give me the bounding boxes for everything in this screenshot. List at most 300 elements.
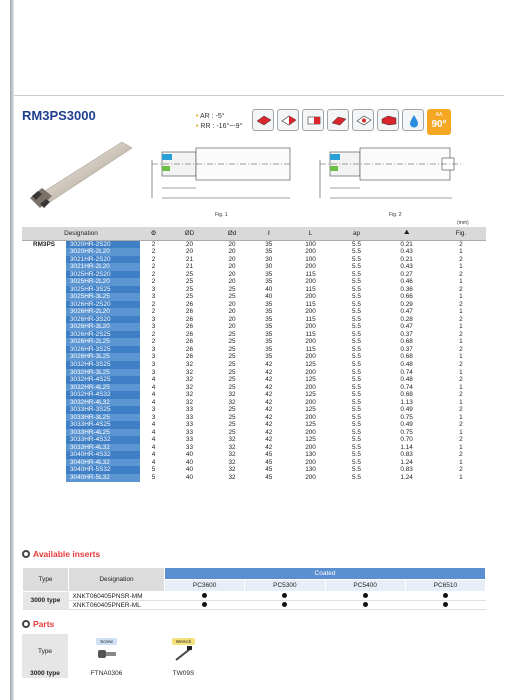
designation-cell: 3033HR-3L25 — [66, 414, 140, 422]
table-cell: 0.83 — [400, 466, 413, 474]
table-cell: 5.5 — [352, 391, 361, 399]
table-cell: 1 — [459, 413, 463, 421]
table-cell: 45 — [265, 458, 273, 466]
table-cell: 5 — [151, 466, 156, 474]
table-cell: 25 — [228, 368, 236, 376]
table-cell: 42 — [265, 391, 273, 399]
table-cell: 25 — [185, 270, 194, 278]
table-cell: 5.5 — [352, 413, 361, 421]
designation-cell: 3040HR-4L32 — [66, 459, 140, 467]
screw-code: FTNA0306 — [90, 669, 123, 677]
table-row — [22, 361, 486, 369]
heat-resistant-icon — [352, 109, 374, 131]
table-row — [22, 353, 486, 361]
badge-angle: 90° — [431, 119, 447, 130]
table-cell: 0.75 — [400, 413, 413, 421]
table-cell: 40 — [185, 473, 194, 481]
table-row — [22, 248, 486, 256]
table-row — [22, 293, 486, 301]
table-row — [22, 286, 486, 294]
table-cell: 5.5 — [352, 466, 361, 474]
table-cell: 100 — [305, 240, 316, 248]
table-cell: 115 — [305, 285, 316, 293]
table-cell: 20 — [228, 248, 236, 256]
table-cell: 20 — [228, 240, 236, 248]
col-od: ØD — [167, 227, 212, 240]
application-icons — [252, 109, 451, 135]
designation-cell: 3033HR-4L25 — [66, 429, 140, 437]
gear-icon: ⚙ — [150, 230, 157, 238]
table-cell: 32 — [228, 458, 236, 466]
table-cell: 25 — [228, 413, 236, 421]
table-row — [22, 278, 486, 286]
table-cell: 5.5 — [352, 270, 361, 278]
availability-cell — [165, 592, 245, 601]
table-cell: 5.5 — [352, 308, 361, 316]
availability-cell — [245, 601, 325, 610]
table-cell: 32 — [228, 466, 236, 474]
table-cell: 200 — [305, 278, 316, 286]
table-cell: 26 — [185, 353, 194, 361]
table-cell: 1 — [459, 278, 463, 286]
table-cell: 20 — [228, 323, 236, 331]
table-cell: 125 — [305, 421, 316, 429]
table-cell: 200 — [305, 338, 316, 346]
table-cell: 35 — [265, 345, 273, 353]
spec-table — [22, 227, 486, 482]
table-cell: 2 — [151, 263, 156, 271]
table-cell: 2 — [151, 255, 156, 263]
designation-cell: 3040HR-5S32 — [66, 466, 140, 474]
table-row — [22, 301, 486, 309]
available-dot-icon — [363, 593, 368, 598]
table-cell: 26 — [185, 315, 194, 323]
table-cell: 200 — [305, 248, 316, 256]
available-dot-icon — [363, 602, 368, 607]
table-cell: 125 — [305, 406, 316, 414]
insert-designation: XNKT060405PNER-ML — [69, 601, 165, 610]
table-cell: 21 — [185, 263, 194, 271]
table-cell: 115 — [305, 330, 316, 338]
table-cell: 0.68 — [400, 391, 413, 399]
table-cell: 5.5 — [352, 473, 361, 481]
designation-cell: 3033HR-4S25 — [66, 421, 140, 429]
table-cell: 115 — [305, 300, 316, 308]
table-row — [22, 263, 486, 271]
available-dot-icon — [202, 602, 207, 607]
table-cell: 42 — [265, 406, 273, 414]
table-cell: 4 — [151, 436, 156, 444]
grade-header: PC3600 — [165, 580, 245, 592]
table-cell: 20 — [228, 308, 236, 316]
table-row — [22, 331, 486, 339]
designation-cell: 3026HR-3S20 — [66, 316, 140, 324]
table-cell: 0.68 — [400, 338, 413, 346]
parts-type-value: 3000 type — [22, 668, 68, 678]
designation-cell: 3032HR-3S25 — [66, 361, 140, 369]
available-dot-icon — [282, 602, 287, 607]
table-cell: 0.49 — [400, 421, 413, 429]
table-cell: 2 — [151, 240, 156, 248]
table-cell: 200 — [305, 413, 316, 421]
weight-icon: ⛰ — [403, 229, 410, 237]
table-cell: 42 — [265, 361, 273, 368]
table-cell: 5.5 — [352, 285, 361, 293]
coolant-icon — [402, 109, 424, 131]
page-title: RM3PS3000 — [22, 108, 96, 123]
availability-cell — [405, 592, 485, 601]
table-cell: 32 — [185, 376, 194, 384]
wrench-code: TW09S — [172, 669, 195, 677]
ins-col-coated: Coated — [165, 568, 486, 580]
parts-table — [22, 634, 222, 678]
table-cell: 33 — [185, 443, 194, 451]
table-cell: 5.5 — [352, 240, 361, 248]
table-cell: 35 — [265, 353, 273, 361]
table-cell: 2 — [459, 466, 463, 474]
table-row — [22, 391, 486, 399]
availability-cell — [325, 601, 405, 610]
table-cell: 0.70 — [400, 436, 413, 444]
designation-cell: 3025HR-3S25 — [66, 286, 140, 294]
table-cell: 2 — [151, 270, 156, 278]
table-cell: 200 — [305, 428, 316, 436]
table-row — [22, 474, 486, 482]
designation-cell: 3025HR-3L25 — [66, 293, 140, 301]
table-cell: 40 — [185, 466, 194, 474]
table-cell: 5.5 — [352, 451, 361, 459]
table-cell: 3 — [151, 315, 156, 323]
designation-cell: 3020HR-2L20 — [66, 248, 140, 256]
table-cell: 1.24 — [400, 458, 413, 466]
table-cell: 2 — [459, 345, 463, 353]
designation-cell: 3021HR-2L20 — [66, 263, 140, 271]
table-cell: 40 — [265, 285, 273, 293]
fig2-drawing — [320, 148, 462, 198]
table-cell: 33 — [185, 421, 194, 429]
table-cell: 40 — [265, 293, 273, 301]
table-cell: 35 — [265, 240, 273, 248]
table-cell: 20 — [228, 300, 236, 308]
table-cell: 5.5 — [352, 248, 361, 256]
table-cell: 45 — [265, 466, 273, 474]
col-l: L — [285, 227, 335, 240]
table-cell: 5.5 — [352, 406, 361, 414]
table-cell: 0.21 — [400, 240, 413, 248]
ins-col-designation: Designation — [69, 568, 165, 592]
designation-cell: 3040HR-5L32 — [66, 474, 140, 482]
table-cell: 200 — [305, 353, 316, 361]
designation-cell: 3021HR-2S20 — [66, 256, 140, 264]
table-cell: 200 — [305, 323, 316, 331]
steel-icon — [252, 109, 274, 131]
table-cell: 25 — [228, 285, 236, 293]
table-cell: 1 — [459, 248, 463, 256]
table-cell: 3 — [151, 368, 156, 376]
badge-top: AA — [435, 112, 443, 118]
table-cell: 35 — [265, 323, 273, 331]
table-cell: 26 — [185, 308, 194, 316]
designation-cell: 3026HR-3L25 — [66, 353, 140, 361]
tool-drawings — [22, 138, 486, 220]
table-cell: 2 — [151, 338, 156, 346]
table-cell: 0.83 — [400, 451, 413, 459]
table-row — [22, 384, 486, 392]
availability-cell — [405, 601, 485, 610]
table-cell: 1.24 — [400, 473, 413, 481]
table-cell: 4 — [151, 443, 156, 451]
table-cell: 26 — [185, 330, 194, 338]
screw-icon — [95, 645, 119, 663]
parts-type-label: Type — [22, 634, 68, 668]
table-cell: 42 — [265, 413, 273, 421]
table-cell: 32 — [185, 368, 194, 376]
table-cell: 35 — [265, 308, 273, 316]
inserts-table — [22, 567, 486, 610]
table-cell: 125 — [305, 391, 316, 399]
table-cell: 1.14 — [400, 443, 413, 451]
rake-angles: • AR : -5° • RR : -16°~-9° — [196, 113, 243, 130]
table-cell: 0.48 — [400, 361, 413, 368]
table-row — [22, 406, 486, 414]
table-cell: 0.43 — [400, 248, 413, 256]
table-cell: 2 — [151, 300, 156, 308]
table-cell: 3 — [151, 361, 156, 368]
table-cell: 2 — [459, 451, 463, 459]
table-row — [22, 444, 486, 452]
table-cell: 4 — [151, 376, 156, 384]
table-cell: 2 — [151, 248, 156, 256]
designation-cell: 3032HR-3L25 — [66, 369, 140, 377]
table-cell: 32 — [185, 383, 194, 391]
table-cell: 1 — [459, 458, 463, 466]
axial-rake: AR : -5° — [200, 113, 225, 120]
designation-cell: 3025HR-2S20 — [66, 271, 140, 279]
table-cell: 32 — [185, 391, 194, 399]
table-row — [22, 376, 486, 384]
table-cell: 125 — [305, 376, 316, 384]
table-cell: 2 — [459, 406, 463, 414]
table-row — [22, 308, 486, 316]
table-cell: 2 — [459, 270, 463, 278]
designation-cell: 3026HR-2L20 — [66, 308, 140, 316]
table-cell: 5.5 — [352, 300, 361, 308]
table-cell: 1 — [459, 398, 463, 406]
insert-type: 3000 type — [23, 592, 69, 610]
designation-cell: 3026HR-2L25 — [66, 338, 140, 346]
table-cell: 2 — [459, 436, 463, 444]
table-cell: 125 — [305, 436, 316, 444]
table-cell: 25 — [228, 428, 236, 436]
table-cell: 33 — [185, 428, 194, 436]
table-cell: 20 — [228, 278, 236, 286]
fig2-caption: Fig. 2 — [389, 212, 402, 218]
table-cell: 32 — [228, 473, 236, 481]
nonferrous-icon — [327, 109, 349, 131]
table-cell: 26 — [185, 300, 194, 308]
available-dot-icon — [443, 602, 448, 607]
section-bullet-icon — [22, 550, 30, 558]
table-cell: 200 — [305, 383, 316, 391]
table-cell: 33 — [185, 436, 194, 444]
table-row — [22, 466, 486, 474]
series-label: RM3PS — [22, 240, 66, 482]
table-cell: 25 — [228, 383, 236, 391]
table-cell: 115 — [305, 315, 316, 323]
table-cell: 35 — [265, 300, 273, 308]
table-cell: 2 — [459, 391, 463, 399]
table-cell: 25 — [228, 421, 236, 429]
table-cell: 2 — [459, 255, 463, 263]
screw-tag: Screw — [96, 638, 117, 645]
parts-heading: Parts — [22, 619, 54, 629]
table-cell: 4 — [151, 421, 156, 429]
table-cell: 5.5 — [352, 443, 361, 451]
table-row — [22, 316, 486, 324]
table-cell: 1 — [459, 383, 463, 391]
table-cell: 5.5 — [352, 345, 361, 353]
table-cell: 1 — [459, 443, 463, 451]
table-cell: 5.5 — [352, 436, 361, 444]
table-row — [22, 338, 486, 346]
table-cell: 35 — [265, 248, 273, 256]
table-cell: 20 — [228, 270, 236, 278]
top-blank-area — [12, 0, 504, 96]
wrench-tag: Wrench — [172, 638, 195, 645]
section-bullet-icon — [22, 620, 30, 628]
table-cell: 3 — [151, 353, 156, 361]
table-cell: 42 — [265, 376, 273, 384]
table-cell: 1 — [459, 323, 463, 331]
designation-cell: 3032HR-4S32 — [66, 391, 140, 399]
table-cell: 100 — [305, 255, 316, 263]
table-cell: 33 — [185, 413, 194, 421]
col-fig: Fig. — [436, 227, 486, 240]
table-cell: 25 — [228, 345, 236, 353]
table-cell: 32 — [228, 391, 236, 399]
cutting-angle-badge — [427, 109, 451, 135]
available-dot-icon — [282, 593, 287, 598]
table-cell: 1 — [459, 428, 463, 436]
table-cell: 45 — [265, 473, 273, 481]
table-row — [22, 369, 486, 377]
table-cell: 200 — [305, 263, 316, 271]
table-row — [22, 271, 486, 279]
grade-header: PC6510 — [405, 580, 485, 592]
table-cell: 35 — [265, 315, 273, 323]
table-cell: 25 — [228, 361, 236, 368]
table-cell: 0.48 — [400, 376, 413, 384]
table-cell: 25 — [228, 330, 236, 338]
grade-header: PC5400 — [325, 580, 405, 592]
table-cell: 3 — [151, 323, 156, 331]
table-cell: 4 — [151, 398, 156, 406]
table-cell: 4 — [151, 383, 156, 391]
table-cell: 200 — [305, 443, 316, 451]
table-cell: 21 — [185, 255, 194, 263]
designation-cell: 3033HR-4L32 — [66, 444, 140, 452]
table-cell: 0.74 — [400, 383, 413, 391]
table-cell: 25 — [228, 338, 236, 346]
table-cell: 40 — [185, 458, 194, 466]
table-cell: 2 — [459, 421, 463, 429]
table-cell: 0.49 — [400, 406, 413, 414]
table-cell: 115 — [305, 345, 316, 353]
table-cell: 200 — [305, 308, 316, 316]
table-cell: 42 — [265, 443, 273, 451]
table-row — [22, 429, 486, 437]
col-shank-d: Ød — [212, 227, 252, 240]
table-cell: 1 — [459, 353, 463, 361]
table-cell: 26 — [185, 323, 194, 331]
table-cell: 42 — [265, 398, 273, 406]
designation-cell: 3020HR-2S20 — [66, 240, 140, 248]
table-row — [22, 240, 486, 248]
designation-cell: 3033HR-3S25 — [66, 406, 140, 414]
fig1-caption: Fig. 1 — [215, 212, 228, 218]
insert-row — [23, 592, 486, 601]
table-cell: 32 — [228, 398, 236, 406]
col-flutes — [140, 227, 167, 240]
designation-cell: 3025HR-2L20 — [66, 278, 140, 286]
tool-photo — [30, 142, 132, 208]
table-cell: 40 — [185, 451, 194, 459]
table-cell: 35 — [265, 330, 273, 338]
fig1-drawing — [152, 148, 292, 198]
table-cell: 1 — [459, 368, 463, 376]
table-cell: 125 — [305, 361, 316, 368]
insert-designation: XNKT060405PNSR-MM — [69, 592, 165, 601]
table-row — [22, 256, 486, 264]
table-cell: 5.5 — [352, 278, 361, 286]
available-dot-icon — [443, 593, 448, 598]
table-cell: 2 — [459, 240, 463, 248]
table-cell: 4 — [151, 451, 156, 459]
table-cell: 5.5 — [352, 293, 361, 301]
table-cell: 130 — [305, 451, 316, 459]
table-cell: 30 — [265, 263, 273, 271]
table-cell: 45 — [265, 451, 273, 459]
table-cell: 0.28 — [400, 315, 413, 323]
designation-cell: 3026HR-3S25 — [66, 346, 140, 354]
table-cell: 3 — [151, 285, 156, 293]
screw-cell — [68, 634, 145, 668]
table-cell: 2 — [459, 300, 463, 308]
table-cell: 0.47 — [400, 323, 413, 331]
table-cell: 2 — [151, 330, 156, 338]
table-cell: 33 — [185, 406, 194, 414]
table-cell: 0.37 — [400, 330, 413, 338]
table-cell: 0.43 — [400, 263, 413, 271]
table-cell: 2 — [459, 315, 463, 323]
table-cell: 35 — [265, 270, 273, 278]
wrench-cell — [145, 634, 222, 668]
col-ap: ap — [336, 227, 378, 240]
table-cell: 0.47 — [400, 308, 413, 316]
table-cell: 3 — [151, 345, 156, 353]
table-cell: 0.75 — [400, 428, 413, 436]
table-cell: 5.5 — [352, 353, 361, 361]
table-cell: 2 — [151, 308, 156, 316]
table-cell: 25 — [185, 285, 194, 293]
grade-header: PC5300 — [245, 580, 325, 592]
table-cell: 5.5 — [352, 458, 361, 466]
table-cell: 1 — [459, 473, 463, 481]
table-cell: 20 — [228, 255, 236, 263]
table-cell: 0.21 — [400, 255, 413, 263]
table-cell: 42 — [265, 436, 273, 444]
designation-cell: 3040HR-4S32 — [66, 451, 140, 459]
